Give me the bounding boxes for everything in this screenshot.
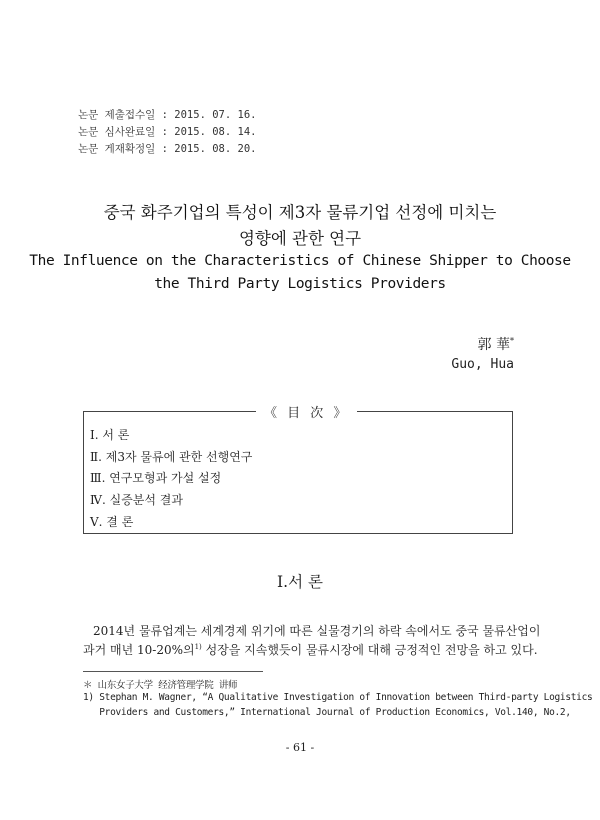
- submission-date-received: 논문 제출접수일 : 2015. 07. 16.: [78, 109, 257, 121]
- author-name-hanzi: [478, 334, 514, 354]
- body-text: 성장을 지속했듯이 물류시장에 대해 긍정적인 전망을 하고 있다.: [201, 643, 538, 657]
- footnote-rule: [83, 671, 263, 672]
- title-korean-line1: 중국 화주기업의 특성이 제3자 물류기업 선정에 미치는: [103, 203, 497, 222]
- submission-date-reviewed: 논문 심사완료일 : 2015. 08. 14.: [78, 126, 257, 138]
- footnote-1-line2: Providers and Customers,” International Journal of Production Economics, Vol.140, No.2,: [83, 707, 571, 718]
- submission-date-accepted: 논문 게재확정일 : 2015. 08. 20.: [78, 143, 257, 155]
- page-number: - 61 -: [285, 741, 315, 754]
- toc-item: Ⅴ. 결 론: [90, 514, 134, 529]
- title-english-line2: the Third Party Logistics Providers: [154, 276, 446, 292]
- footnote-1-line1: 1) Stephan M. Wagner, “A Qualitative Investigation of Innovation between Third-party Logistics: [83, 692, 593, 703]
- footnote-affiliation: ＊ 山东女子大学 经济管理学院 讲师: [83, 680, 238, 691]
- toc-item: Ⅰ. 서 론: [90, 428, 130, 442]
- author-hanzi-text: 郭 華: [477, 337, 510, 353]
- author-footnote-mark: *: [510, 336, 514, 346]
- section-heading: Ⅰ.서 론: [277, 573, 323, 591]
- toc-item: Ⅳ. 실증분석 결과: [90, 493, 183, 508]
- author-name-english: Guo, Hua: [451, 357, 514, 372]
- body-paragraph-line1: 2014년 물류업계는 세계경제 위기에 따른 실물경기의 하락 속에서도 중국 물류산업이: [93, 624, 541, 638]
- toc-list: [90, 425, 252, 534]
- toc-item: Ⅱ. 제3자 물류에 관한 선행연구: [90, 449, 253, 464]
- footnote-ref: 1): [194, 643, 202, 651]
- toc-heading: 《 目 次 》: [256, 402, 357, 421]
- submission-dates: [78, 107, 256, 158]
- body-paragraph-line2: [83, 641, 538, 658]
- toc-item: Ⅲ. 연구모형과 가설 설정: [90, 471, 222, 486]
- title-korean-line2: 영향에 관한 연구: [238, 229, 362, 248]
- title-english-line1: The Influence on the Characteristics of Chinese Shipper to Choose: [29, 253, 571, 269]
- body-text: 과거 매년 10-20%의: [83, 643, 195, 657]
